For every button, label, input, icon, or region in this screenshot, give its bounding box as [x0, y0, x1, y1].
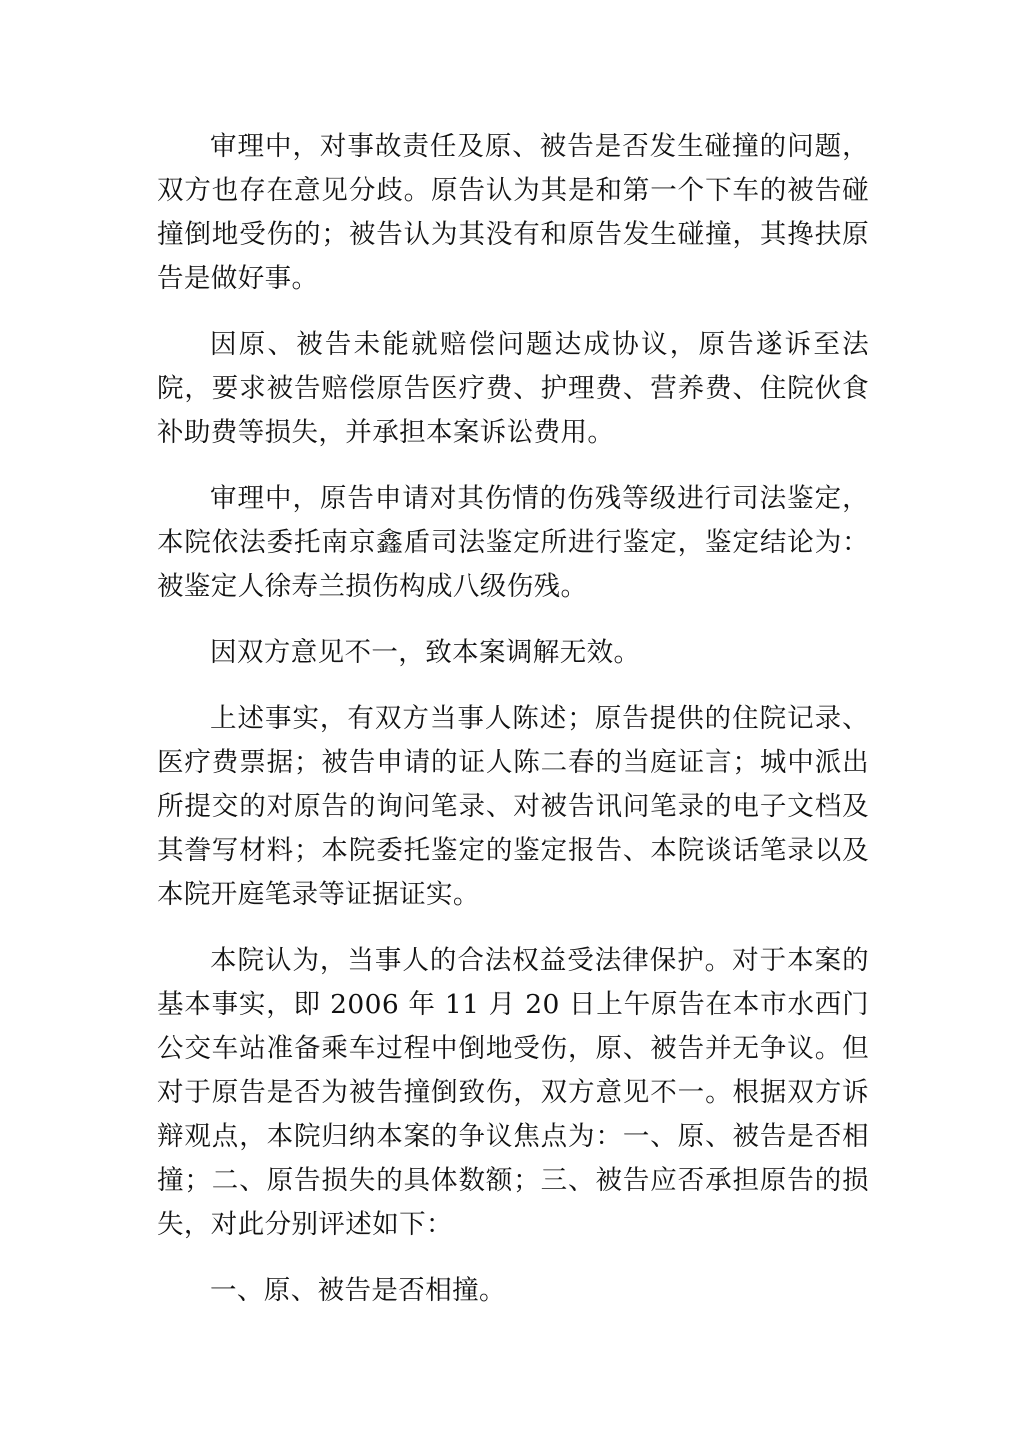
paragraph-court-opinion: 本院认为，当事人的合法权益受法律保护。对于本案的基本事实，即 2006 年 11 月 20 日上午原告在本市水西门公交车站准备乘车过程中倒地受伤，原、被告并无争议。但对于原告是否为被告撞倒致伤，双方意见不一。根据双方诉辩观点，本院归纳本案的争议焦点为：一、原、被告是否相撞；二、原告损失的具体数额；三、被告应否承担原告的损失，对此分别评述如下：	[157, 945, 869, 1240]
paragraph-dispute-collision: 审理中，对事故责任及原、被告是否发生碰撞的问题，双方也存在意见分歧。原告认为其是和第一个下车的被告碰撞倒地受伤的；被告认为其没有和原告发生碰撞，其搀扶原告是做好事。	[157, 131, 869, 294]
document-body	[157, 125, 869, 1313]
paragraph-lawsuit-filed: 因原、被告未能就赔偿问题达成协议，原告遂诉至法院，要求被告赔偿原告医疗费、护理费、营养费、住院伙食补助费等损失，并承担本案诉讼费用。	[157, 329, 869, 448]
paragraph-evidence: 上述事实，有双方当事人陈述；原告提供的住院记录、医疗费票据；被告申请的证人陈二春的当庭证言；城中派出所提交的对原告的询问笔录、对被告讯问笔录的电子文档及其誊写材料；本院委托鉴定的鉴定报告、本院谈话笔录以及本院开庭笔录等证据证实。	[157, 703, 869, 910]
paragraph-forensic-appraisal: 审理中，原告申请对其伤情的伤残等级进行司法鉴定，本院依法委托南京鑫盾司法鉴定所进行鉴定，鉴定结论为：被鉴定人徐寿兰损伤构成八级伤残。	[157, 483, 869, 602]
paragraph-mediation-failed: 因双方意见不一，致本案调解无效。	[210, 637, 641, 668]
paragraph-section-heading: 一、原、被告是否相撞。	[210, 1275, 506, 1306]
